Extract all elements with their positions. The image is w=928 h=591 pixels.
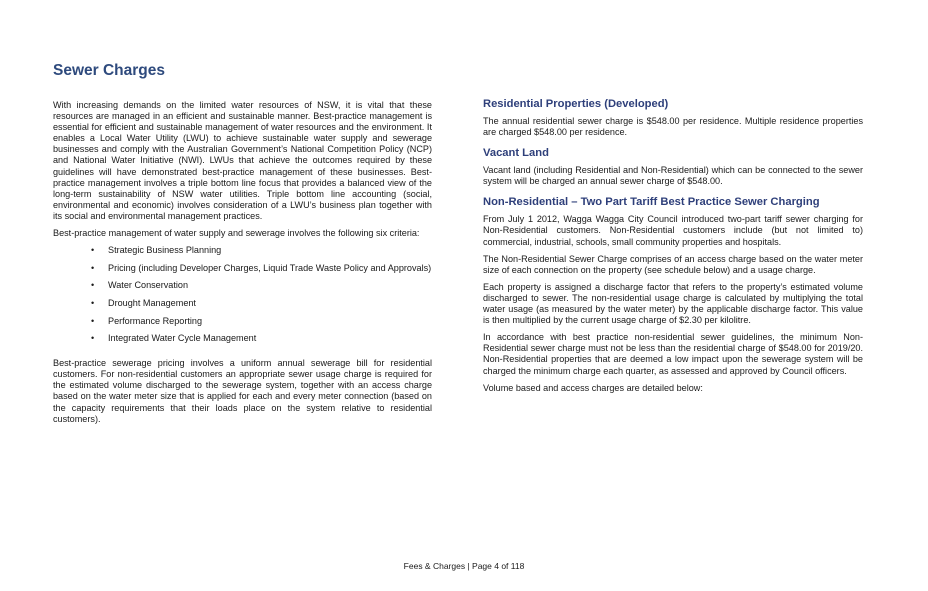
discharge-factor-paragraph: Each property is assigned a discharge factor that refers to the property’s estimated volume discharged to sewer. The non-residential usage charge is calculated by multiplying the total water usage (as measured by the water meter) by the applicable discharge factor. This value is then multiplied by the current usage charge of $2.30 per kilolitre. bbox=[483, 281, 863, 326]
non-residential-intro-paragraph: From July 1 2012, Wagga Wagga City Council introduced two-part tariff sewer charging for Non-Residential customers. Non-Residential customers include (but not limited to) commercial, industrial, schools, small community properties and hospitals. bbox=[483, 214, 863, 247]
vacant-land-paragraph: Vacant land (including Residential and Non-Residential) which can be connected to the sewer system will be charged an annual sewer charge of $548.00. bbox=[483, 165, 863, 187]
non-residential-heading: Non-Residential – Two Part Tariff Best Practice Sewer Charging bbox=[483, 196, 820, 209]
charges-detail-paragraph: Volume based and access charges are detailed below: bbox=[483, 382, 703, 393]
criteria-item: • Strategic Business Planning bbox=[53, 245, 432, 256]
criteria-intro-paragraph: Best-practice management of water supply and sewerage involves the following six criteria: bbox=[53, 228, 420, 239]
vacant-land-heading: Vacant Land bbox=[483, 147, 549, 160]
right-column bbox=[483, 97, 863, 400]
criteria-item: • Performance Reporting bbox=[53, 316, 432, 327]
residential-paragraph: The annual residential sewer charge is $548.00 per residence. Multiple residence properties are charged $548.00 per residence. bbox=[483, 116, 863, 138]
page-footer: Fees & Charges | Page 4 of 118 bbox=[403, 561, 525, 571]
pricing-paragraph: Best-practice sewerage pricing involves a uniform annual sewerage bill for residential customers. For non-residential customers an appropriate sewer usage charge is required for the estimated volume discharged to the sewerage system, together with an access charge based on the water meter size that is applied for each and every meter connection (based on the capacity requirements that their loads place on the system relative to residential customers). bbox=[53, 358, 432, 424]
residential-heading: Residential Properties (Developed) bbox=[483, 98, 669, 110]
criteria-list bbox=[53, 245, 432, 344]
page-title: Sewer Charges bbox=[53, 62, 165, 79]
minimum-charge-paragraph: In accordance with best practice non-residential sewer guidelines, the minimum Non-Residential sewer charge must not be less than the residential charge of $548.00 for 2019/20. Non-Residential properties that are deemed a low impact upon the sewerage system will be charged the minimum charge each quarter, as assessed and approved by Council officers. bbox=[483, 332, 863, 376]
criteria-item: • Integrated Water Cycle Management bbox=[53, 333, 432, 344]
left-column bbox=[53, 100, 432, 431]
criteria-item: • Drought Management bbox=[53, 298, 432, 309]
non-residential-charge-paragraph: The Non-Residential Sewer Charge comprises of an access charge based on the water meter size of each connection on the property (see schedule below) and a usage charge. bbox=[483, 253, 863, 275]
criteria-item: • Pricing (including Developer Charges, Liquid Trade Waste Policy and Approvals) bbox=[53, 263, 432, 274]
intro-paragraph: With increasing demands on the limited water resources of NSW, it is vital that these resources are managed in an efficient and sustainable manner. Best-practice management is essential for efficient and sustainable management of water resources and the environment. It enables a Local Water Utility (LWU) to achieve sustainable water supply and sewerage businesses and comply with the Australian Government’s National Competition Policy (NCP) and National Water Initiative (NWI). LWUs that achieve the outcomes required by these guidelines will have demonstrated best-practice management of these businesses. Best-practice management involves a triple bottom line focus that provides a balanced view of the long-term sustainability of NSW water utilities. Triple bottom line accounting (social, environmental and economic) involves consideration of a LWU’s business plan together with its social and environmental management practices. bbox=[53, 100, 432, 221]
criteria-item: • Water Conservation bbox=[53, 280, 432, 291]
